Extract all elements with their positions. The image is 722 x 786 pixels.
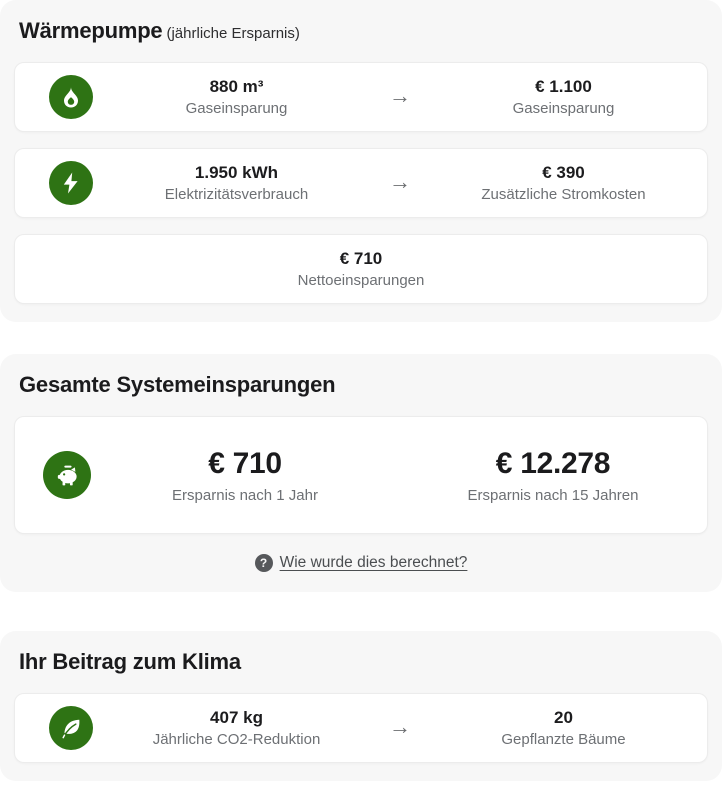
savings-year-1-label: Ersparnis nach 1 Jahr	[172, 486, 318, 504]
section-total-savings	[0, 354, 722, 592]
gas-money-saving	[420, 77, 707, 117]
arrow-right-icon: →	[389, 83, 411, 108]
gas-money-label: Gaseinsparung	[512, 100, 615, 117]
trees-planted-value: 20	[554, 708, 573, 727]
electricity-usage-value: 1.950 kWh	[194, 163, 279, 182]
electricity-cost-value: € 390	[542, 163, 585, 182]
co2-reduction-label: Jährliche CO2-Reduktion	[152, 731, 321, 748]
gas-money-value: € 1.100	[535, 77, 592, 96]
gas-volume-saving	[93, 77, 380, 117]
section-climate	[0, 631, 722, 781]
electricity-usage-label: Elektrizitätsverbrauch	[164, 186, 309, 203]
gas-volume-value: 880 m³	[209, 77, 264, 96]
section-climate-title: Ihr Beitrag zum Klima	[19, 649, 241, 674]
net-savings-label: Nettoeinsparungen	[297, 272, 425, 289]
section-gap	[0, 322, 722, 354]
trees-planted-label: Gepflanzte Bäume	[501, 731, 626, 748]
page-title: Wärmepumpe	[19, 18, 163, 43]
gas-volume-label: Gaseinsparung	[185, 100, 288, 117]
question-circle-icon[interactable]: ?	[255, 554, 273, 572]
savings-year-15	[399, 447, 707, 504]
piggy-bank-icon	[43, 451, 91, 499]
flame-icon	[49, 75, 93, 119]
arrow-right-icon: →	[389, 169, 411, 194]
section-heat-pump	[0, 0, 722, 322]
co2-reduction-value: 407 kg	[210, 708, 263, 727]
page-title-suffix: (jährliche Ersparnis)	[166, 25, 300, 42]
co2-reduction	[93, 708, 380, 748]
electricity-cost	[420, 163, 707, 203]
savings-year-1	[91, 447, 399, 504]
bolt-icon	[49, 161, 93, 205]
net-savings-row	[14, 234, 708, 304]
co2-row	[14, 693, 708, 763]
arrow-right-icon: →	[389, 714, 411, 739]
electricity-cost-label: Zusätzliche Stromkosten	[481, 186, 646, 203]
total-savings-card	[14, 416, 708, 534]
leaf-icon	[49, 706, 93, 750]
savings-year-1-value: € 710	[208, 446, 282, 480]
savings-year-15-label: Ersparnis nach 15 Jahren	[467, 486, 639, 504]
section-gap	[0, 592, 722, 631]
calculation-link-row	[14, 552, 708, 574]
savings-year-15-value: € 12.278	[495, 446, 611, 480]
section-total-savings-title: Gesamte Systemeinsparungen	[19, 372, 336, 397]
net-savings	[294, 249, 429, 289]
electricity-usage	[93, 163, 380, 203]
section-heat-pump-title	[19, 18, 708, 44]
gas-savings-row	[14, 62, 708, 132]
electricity-row	[14, 148, 708, 218]
how-calculated-link[interactable]: Wie wurde dies berechnet?	[279, 554, 468, 571]
net-savings-value: € 710	[339, 249, 383, 268]
trees-planted	[420, 708, 707, 748]
